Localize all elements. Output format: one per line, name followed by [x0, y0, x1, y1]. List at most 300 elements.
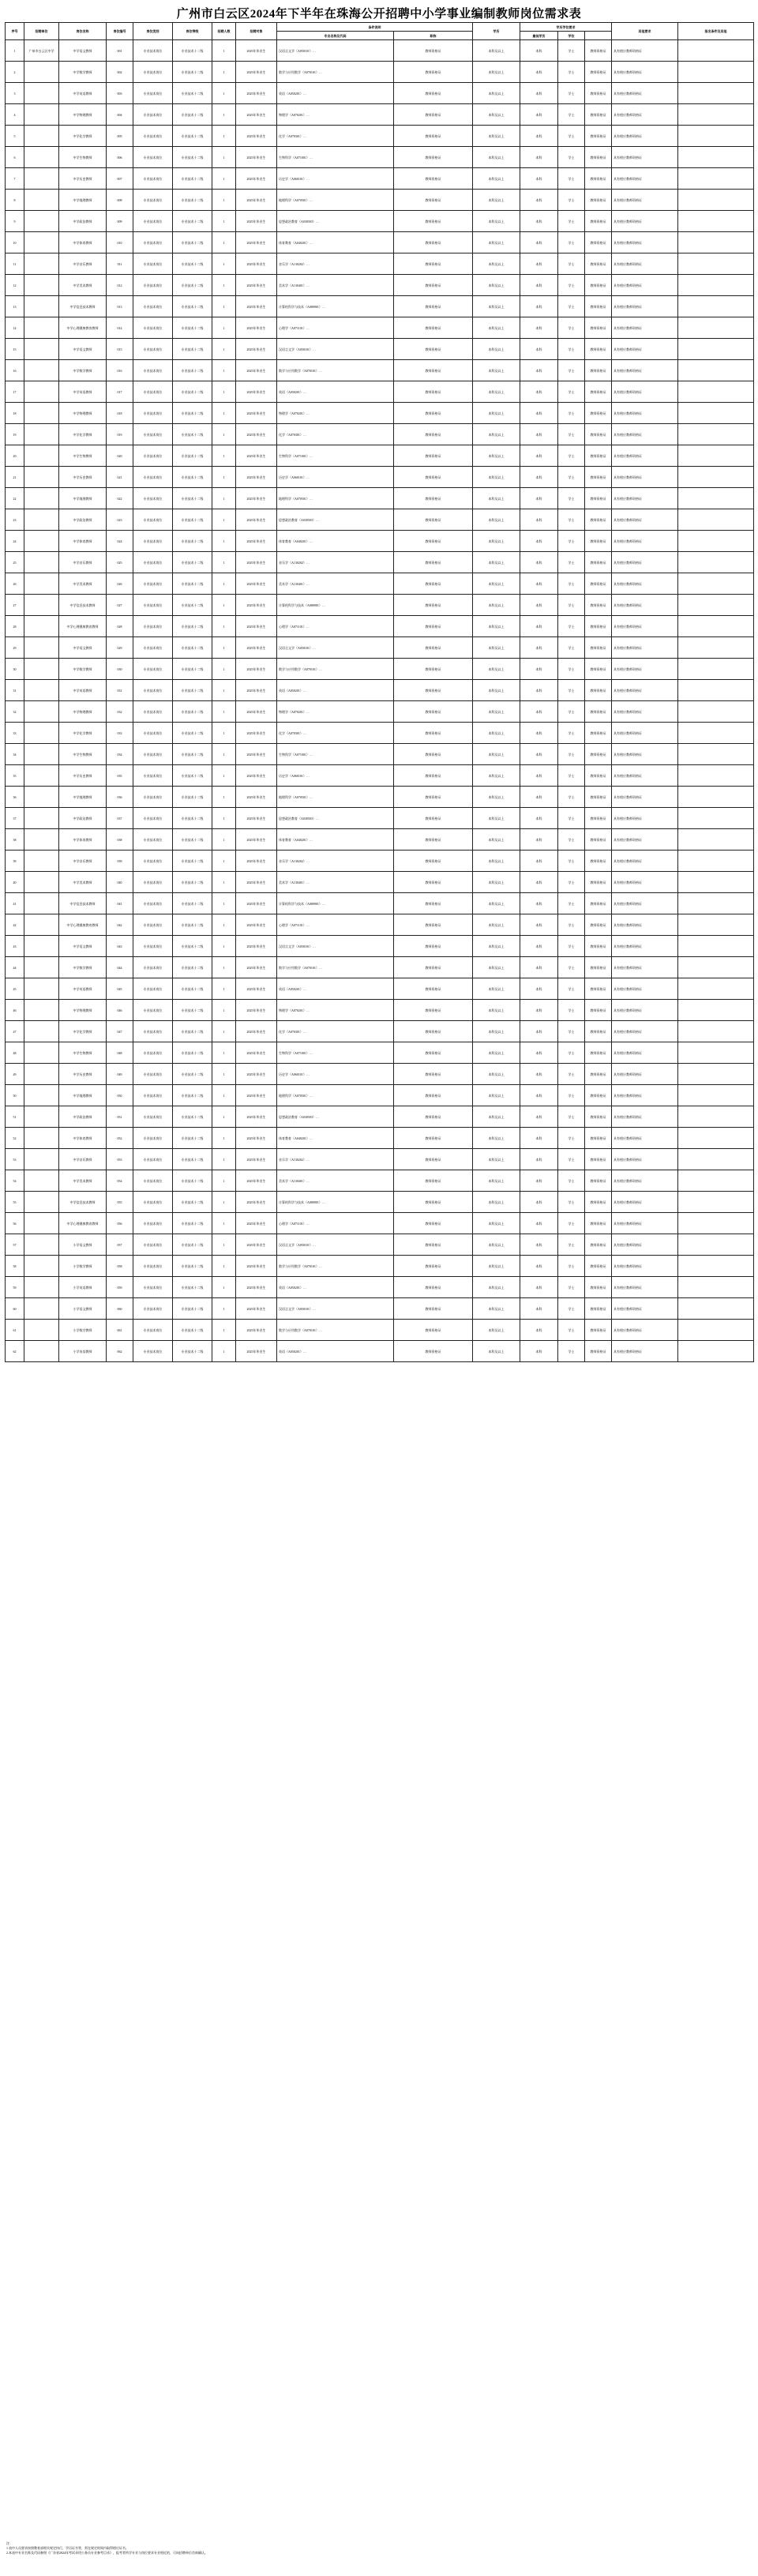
- cell-seq: 19: [6, 424, 24, 445]
- cell-other: 具有相应教师资格证: [612, 509, 678, 531]
- cell-deg: 学士: [558, 445, 585, 467]
- cell-title-2: 教师资格证: [585, 787, 612, 808]
- cell-target: 2025年毕业生: [236, 637, 277, 659]
- cell-post: 中学英语教师: [59, 680, 107, 701]
- cell-post: 中学数学教师: [59, 360, 107, 381]
- cell-code: 056: [107, 1213, 133, 1234]
- cell-post: 中学历史教师: [59, 765, 107, 787]
- cell-type: 专业技术岗位: [133, 1192, 173, 1213]
- cell-title: 教师资格证: [394, 680, 473, 701]
- cell-title: 教师资格证: [394, 701, 473, 723]
- cell-title: 教师资格证: [394, 552, 473, 573]
- cell-deg: 学士: [558, 872, 585, 893]
- table-row: [6, 1256, 754, 1277]
- cell-code: 043: [107, 936, 133, 957]
- cell-level: 专业技术十二级: [173, 360, 212, 381]
- cell-deg: 学士: [558, 723, 585, 744]
- cell-title: 教师资格证: [394, 1320, 473, 1341]
- cell-code: 011: [107, 253, 133, 275]
- cell-count: 1: [212, 787, 236, 808]
- header-post-type: 岗位类别: [133, 23, 173, 40]
- cell-edu: 本科: [520, 168, 558, 190]
- cell-code: 060: [107, 1298, 133, 1320]
- cell-code: 033: [107, 723, 133, 744]
- cell-type: 专业技术岗位: [133, 914, 173, 936]
- cell-level: 专业技术十二级: [173, 1085, 212, 1106]
- cell-target: 2025年毕业生: [236, 552, 277, 573]
- cell-count: 1: [212, 424, 236, 445]
- cell-count: 1: [212, 253, 236, 275]
- table-row: [6, 1234, 754, 1256]
- cell-count: 1: [212, 147, 236, 168]
- table-row: [6, 1341, 754, 1362]
- table-row: [6, 360, 754, 381]
- cell-other: 具有相应教师资格证: [612, 168, 678, 190]
- cell-title: 教师资格证: [394, 1042, 473, 1064]
- cell-title-2: 教师资格证: [585, 1021, 612, 1042]
- cell-degree: 本科及以上: [473, 509, 520, 531]
- cell-title: 教师资格证: [394, 1170, 473, 1192]
- cell-unit: [24, 744, 59, 765]
- cell-code: 002: [107, 62, 133, 83]
- cell-other: 具有相应教师资格证: [612, 1042, 678, 1064]
- cell-type: 专业技术岗位: [133, 936, 173, 957]
- table-row: [6, 659, 754, 680]
- cell-seq: 58: [6, 1256, 24, 1277]
- cell-deg: 学士: [558, 253, 585, 275]
- cell-type: 专业技术岗位: [133, 701, 173, 723]
- cell-degree: 本科及以上: [473, 190, 520, 211]
- cell-code: 049: [107, 1064, 133, 1085]
- cell-post: 中学体育教师: [59, 1128, 107, 1149]
- cell-post: 中学心理健康教育教师: [59, 616, 107, 637]
- cell-target: 2025年毕业生: [236, 296, 277, 317]
- cell-type: 专业技术岗位: [133, 552, 173, 573]
- cell-degree: 本科及以上: [473, 232, 520, 253]
- cell-edu: 本科: [520, 509, 558, 531]
- cell-major: 思想政治教育（A030503）…: [277, 1106, 394, 1128]
- cell-remark: [678, 275, 754, 296]
- cell-edu: 本科: [520, 616, 558, 637]
- cell-type: 专业技术岗位: [133, 1149, 173, 1170]
- cell-deg: 学士: [558, 893, 585, 914]
- cell-type: 专业技术岗位: [133, 893, 173, 914]
- cell-deg: 学士: [558, 659, 585, 680]
- cell-major: 计算机科学与技术（A080901）…: [277, 595, 394, 616]
- cell-title: 教师资格证: [394, 232, 473, 253]
- cell-seq: 4: [6, 104, 24, 126]
- cell-type: 专业技术岗位: [133, 488, 173, 509]
- cell-unit: [24, 211, 59, 232]
- cell-seq: 59: [6, 1277, 24, 1298]
- cell-type: 专业技术岗位: [133, 829, 173, 851]
- cell-level: 专业技术十二级: [173, 659, 212, 680]
- cell-level: 专业技术十二级: [173, 829, 212, 851]
- cell-unit: [24, 1064, 59, 1085]
- cell-type: 专业技术岗位: [133, 62, 173, 83]
- cell-type: 专业技术岗位: [133, 147, 173, 168]
- cell-count: 1: [212, 232, 236, 253]
- cell-other: 具有相应教师资格证: [612, 787, 678, 808]
- cell-degree: 本科及以上: [473, 467, 520, 488]
- cell-deg: 学士: [558, 851, 585, 872]
- cell-title: 教师资格证: [394, 1021, 473, 1042]
- cell-level: 专业技术十二级: [173, 957, 212, 978]
- cell-target: 2025年毕业生: [236, 317, 277, 339]
- cell-edu: 本科: [520, 190, 558, 211]
- cell-deg: 学士: [558, 1298, 585, 1320]
- recruitment-table: [5, 22, 754, 1362]
- table-row: [6, 381, 754, 403]
- cell-remark: [678, 1064, 754, 1085]
- cell-count: 1: [212, 552, 236, 573]
- cell-unit: [24, 723, 59, 744]
- cell-other: 具有相应教师资格证: [612, 573, 678, 595]
- cell-count: 1: [212, 275, 236, 296]
- cell-post: 中学生物教师: [59, 744, 107, 765]
- cell-other: 具有相应教师资格证: [612, 232, 678, 253]
- cell-target: 2025年毕业生: [236, 1256, 277, 1277]
- cell-seq: 30: [6, 659, 24, 680]
- cell-count: 1: [212, 403, 236, 424]
- cell-level: 专业技术十二级: [173, 190, 212, 211]
- cell-other: 具有相应教师资格证: [612, 1192, 678, 1213]
- cell-degree: 本科及以上: [473, 573, 520, 595]
- cell-edu: 本科: [520, 403, 558, 424]
- cell-seq: 10: [6, 232, 24, 253]
- cell-count: 1: [212, 616, 236, 637]
- cell-title: 教师资格证: [394, 659, 473, 680]
- cell-title-2: 教师资格证: [585, 851, 612, 872]
- cell-unit: [24, 765, 59, 787]
- cell-major: 物理学（A070201）…: [277, 701, 394, 723]
- cell-target: 2025年毕业生: [236, 190, 277, 211]
- cell-major: 物理学（A070201）…: [277, 1000, 394, 1021]
- cell-major: 思想政治教育（A030503）…: [277, 509, 394, 531]
- cell-edu: 本科: [520, 978, 558, 1000]
- cell-edu: 本科: [520, 488, 558, 509]
- cell-degree: 本科及以上: [473, 445, 520, 467]
- cell-deg: 学士: [558, 1213, 585, 1234]
- cell-title: 教师资格证: [394, 403, 473, 424]
- cell-major: 汉语言文学（A050101）…: [277, 40, 394, 62]
- table-row: [6, 765, 754, 787]
- table-row: [6, 445, 754, 467]
- cell-type: 专业技术岗位: [133, 1277, 173, 1298]
- table-row: [6, 851, 754, 872]
- cell-title: 教师资格证: [394, 1234, 473, 1256]
- cell-degree: 本科及以上: [473, 1234, 520, 1256]
- cell-degree: 本科及以上: [473, 1277, 520, 1298]
- cell-count: 1: [212, 339, 236, 360]
- cell-level: 专业技术十二级: [173, 62, 212, 83]
- cell-edu: 本科: [520, 1106, 558, 1128]
- cell-seq: 36: [6, 787, 24, 808]
- cell-code: 038: [107, 829, 133, 851]
- cell-seq: 17: [6, 381, 24, 403]
- cell-other: 具有相应教师资格证: [612, 1213, 678, 1234]
- cell-code: 009: [107, 211, 133, 232]
- cell-seq: 50: [6, 1085, 24, 1106]
- cell-level: 专业技术十二级: [173, 1256, 212, 1277]
- cell-count: 1: [212, 1021, 236, 1042]
- table-row: [6, 1106, 754, 1128]
- cell-major: 英语（A050201）…: [277, 83, 394, 104]
- cell-post: 中学生物教师: [59, 147, 107, 168]
- cell-major: 心理学（A071101）…: [277, 1213, 394, 1234]
- cell-other: 具有相应教师资格证: [612, 744, 678, 765]
- cell-target: 2025年毕业生: [236, 1042, 277, 1064]
- cell-remark: [678, 616, 754, 637]
- cell-count: 1: [212, 1213, 236, 1234]
- cell-deg: 学士: [558, 1277, 585, 1298]
- cell-count: 1: [212, 1320, 236, 1341]
- cell-seq: 37: [6, 808, 24, 829]
- cell-count: 1: [212, 680, 236, 701]
- cell-other: 具有相应教师资格证: [612, 1128, 678, 1149]
- cell-degree: 本科及以上: [473, 147, 520, 168]
- cell-target: 2025年毕业生: [236, 914, 277, 936]
- cell-deg: 学士: [558, 1256, 585, 1277]
- cell-title: 教师资格证: [394, 829, 473, 851]
- cell-other: 具有相应教师资格证: [612, 147, 678, 168]
- cell-code: 036: [107, 787, 133, 808]
- cell-unit: [24, 893, 59, 914]
- cell-seq: 28: [6, 616, 24, 637]
- cell-title: 教师资格证: [394, 1256, 473, 1277]
- cell-major: 化学（A070301）…: [277, 723, 394, 744]
- cell-title-2: 教师资格证: [585, 808, 612, 829]
- cell-post: 中学政治教师: [59, 808, 107, 829]
- cell-other: 具有相应教师资格证: [612, 595, 678, 616]
- cell-degree: 本科及以上: [473, 1213, 520, 1234]
- cell-type: 专业技术岗位: [133, 808, 173, 829]
- cell-type: 专业技术岗位: [133, 40, 173, 62]
- cell-target: 2025年毕业生: [236, 936, 277, 957]
- cell-post: 中学化学教师: [59, 424, 107, 445]
- cell-deg: 学士: [558, 531, 585, 552]
- cell-seq: 34: [6, 744, 24, 765]
- cell-remark: [678, 190, 754, 211]
- cell-other: 具有相应教师资格证: [612, 253, 678, 275]
- cell-post: 中学美术教师: [59, 1170, 107, 1192]
- cell-title: 教师资格证: [394, 936, 473, 957]
- cell-title: 教师资格证: [394, 83, 473, 104]
- cell-title-2: 教师资格证: [585, 1128, 612, 1149]
- cell-code: 014: [107, 317, 133, 339]
- cell-unit: [24, 595, 59, 616]
- cell-deg: 学士: [558, 1042, 585, 1064]
- cell-unit: [24, 1128, 59, 1149]
- cell-code: 047: [107, 1021, 133, 1042]
- cell-remark: [678, 957, 754, 978]
- cell-deg: 学士: [558, 552, 585, 573]
- cell-remark: [678, 1106, 754, 1128]
- cell-code: 034: [107, 744, 133, 765]
- cell-major: 地理科学（A070501）…: [277, 787, 394, 808]
- cell-seq: 6: [6, 147, 24, 168]
- cell-major: 英语（A050201）…: [277, 1277, 394, 1298]
- cell-major: 化学（A070301）…: [277, 424, 394, 445]
- cell-title: 教师资格证: [394, 1106, 473, 1128]
- cell-level: 专业技术十二级: [173, 1021, 212, 1042]
- cell-edu: 本科: [520, 1021, 558, 1042]
- cell-target: 2025年毕业生: [236, 893, 277, 914]
- cell-unit: [24, 616, 59, 637]
- cell-type: 专业技术岗位: [133, 1000, 173, 1021]
- cell-target: 2025年毕业生: [236, 445, 277, 467]
- table-row: [6, 1170, 754, 1192]
- cell-code: 062: [107, 1341, 133, 1362]
- cell-edu: 本科: [520, 296, 558, 317]
- cell-unit: [24, 1106, 59, 1128]
- cell-seq: 62: [6, 1341, 24, 1362]
- cell-seq: 16: [6, 360, 24, 381]
- cell-target: 2025年毕业生: [236, 872, 277, 893]
- cell-degree: 本科及以上: [473, 957, 520, 978]
- cell-unit: [24, 168, 59, 190]
- cell-degree: 本科及以上: [473, 659, 520, 680]
- cell-target: 2025年毕业生: [236, 1021, 277, 1042]
- cell-title: 教师资格证: [394, 40, 473, 62]
- cell-title-2: 教师资格证: [585, 637, 612, 659]
- table-body: [6, 40, 754, 1362]
- cell-degree: 本科及以上: [473, 83, 520, 104]
- cell-edu: 本科: [520, 275, 558, 296]
- cell-other: 具有相应教师资格证: [612, 211, 678, 232]
- cell-code: 045: [107, 978, 133, 1000]
- cell-title: 教师资格证: [394, 168, 473, 190]
- cell-other: 具有相应教师资格证: [612, 40, 678, 62]
- cell-degree: 本科及以上: [473, 744, 520, 765]
- cell-count: 1: [212, 957, 236, 978]
- cell-other: 具有相应教师资格证: [612, 531, 678, 552]
- cell-other: 具有相应教师资格证: [612, 1234, 678, 1256]
- table-row: [6, 1298, 754, 1320]
- cell-type: 专业技术岗位: [133, 1085, 173, 1106]
- cell-title-2: 教师资格证: [585, 253, 612, 275]
- cell-title-2: 教师资格证: [585, 1042, 612, 1064]
- cell-deg: 学士: [558, 936, 585, 957]
- cell-post: 中学音乐教师: [59, 1149, 107, 1170]
- cell-major: 美术学（A130401）…: [277, 872, 394, 893]
- cell-title: 教师资格证: [394, 765, 473, 787]
- cell-code: 035: [107, 765, 133, 787]
- cell-remark: [678, 1085, 754, 1106]
- cell-level: 专业技术十二级: [173, 573, 212, 595]
- cell-level: 专业技术十二级: [173, 1106, 212, 1128]
- cell-unit: [24, 936, 59, 957]
- cell-post: 中学语文教师: [59, 40, 107, 62]
- cell-title: 教师资格证: [394, 978, 473, 1000]
- table-row: [6, 872, 754, 893]
- cell-edu: 本科: [520, 659, 558, 680]
- cell-unit: [24, 1170, 59, 1192]
- cell-title: 教师资格证: [394, 723, 473, 744]
- cell-target: 2025年毕业生: [236, 424, 277, 445]
- table-row: [6, 808, 754, 829]
- cell-title: 教师资格证: [394, 1298, 473, 1320]
- cell-other: 具有相应教师资格证: [612, 1341, 678, 1362]
- cell-count: 1: [212, 872, 236, 893]
- cell-other: 具有相应教师资格证: [612, 1064, 678, 1085]
- cell-count: 1: [212, 765, 236, 787]
- cell-remark: [678, 403, 754, 424]
- cell-level: 专业技术十二级: [173, 616, 212, 637]
- table-row: [6, 595, 754, 616]
- cell-count: 1: [212, 104, 236, 126]
- cell-target: 2025年毕业生: [236, 723, 277, 744]
- cell-edu: 本科: [520, 829, 558, 851]
- cell-unit: [24, 381, 59, 403]
- cell-title-2: 教师资格证: [585, 659, 612, 680]
- cell-remark: [678, 680, 754, 701]
- cell-level: 专业技术十二级: [173, 1128, 212, 1149]
- cell-remark: [678, 744, 754, 765]
- cell-title-2: 教师资格证: [585, 403, 612, 424]
- cell-title-2: 教师资格证: [585, 62, 612, 83]
- cell-remark: [678, 637, 754, 659]
- cell-remark: [678, 893, 754, 914]
- cell-degree: 本科及以上: [473, 424, 520, 445]
- cell-title-2: 教师资格证: [585, 190, 612, 211]
- cell-post: 小学语文教师: [59, 1298, 107, 1320]
- cell-edu: 本科: [520, 232, 558, 253]
- cell-title: 教师资格证: [394, 424, 473, 445]
- cell-degree: 本科及以上: [473, 765, 520, 787]
- cell-title: 教师资格证: [394, 1149, 473, 1170]
- table-row: [6, 936, 754, 957]
- cell-edu: 本科: [520, 381, 558, 403]
- cell-level: 专业技术十二级: [173, 104, 212, 126]
- cell-title-2: 教师资格证: [585, 723, 612, 744]
- cell-seq: 46: [6, 1000, 24, 1021]
- cell-unit: [24, 808, 59, 829]
- cell-code: 029: [107, 637, 133, 659]
- cell-post: 中学音乐教师: [59, 253, 107, 275]
- cell-level: 专业技术十二级: [173, 595, 212, 616]
- cell-degree: 本科及以上: [473, 381, 520, 403]
- cell-level: 专业技术十二级: [173, 701, 212, 723]
- cell-code: 030: [107, 659, 133, 680]
- cell-level: 专业技术十二级: [173, 1042, 212, 1064]
- table-row: [6, 1021, 754, 1042]
- cell-major: 生物科学（A071001）…: [277, 1042, 394, 1064]
- cell-type: 专业技术岗位: [133, 296, 173, 317]
- cell-title-2: 教师资格证: [585, 1234, 612, 1256]
- cell-unit: [24, 1234, 59, 1256]
- cell-title-2: 教师资格证: [585, 211, 612, 232]
- cell-code: 024: [107, 531, 133, 552]
- cell-other: 具有相应教师资格证: [612, 978, 678, 1000]
- cell-remark: [678, 1170, 754, 1192]
- cell-unit: [24, 509, 59, 531]
- cell-code: 053: [107, 1149, 133, 1170]
- cell-title-2: 教师资格证: [585, 978, 612, 1000]
- cell-target: 2025年毕业生: [236, 275, 277, 296]
- cell-seq: 45: [6, 978, 24, 1000]
- cell-degree: 本科及以上: [473, 851, 520, 872]
- cell-seq: 22: [6, 488, 24, 509]
- cell-type: 专业技术岗位: [133, 723, 173, 744]
- cell-target: 2025年毕业生: [236, 488, 277, 509]
- cell-target: 2025年毕业生: [236, 381, 277, 403]
- cell-remark: [678, 381, 754, 403]
- cell-deg: 学士: [558, 978, 585, 1000]
- cell-level: 专业技术十二级: [173, 893, 212, 914]
- cell-edu: 本科: [520, 467, 558, 488]
- cell-deg: 学士: [558, 787, 585, 808]
